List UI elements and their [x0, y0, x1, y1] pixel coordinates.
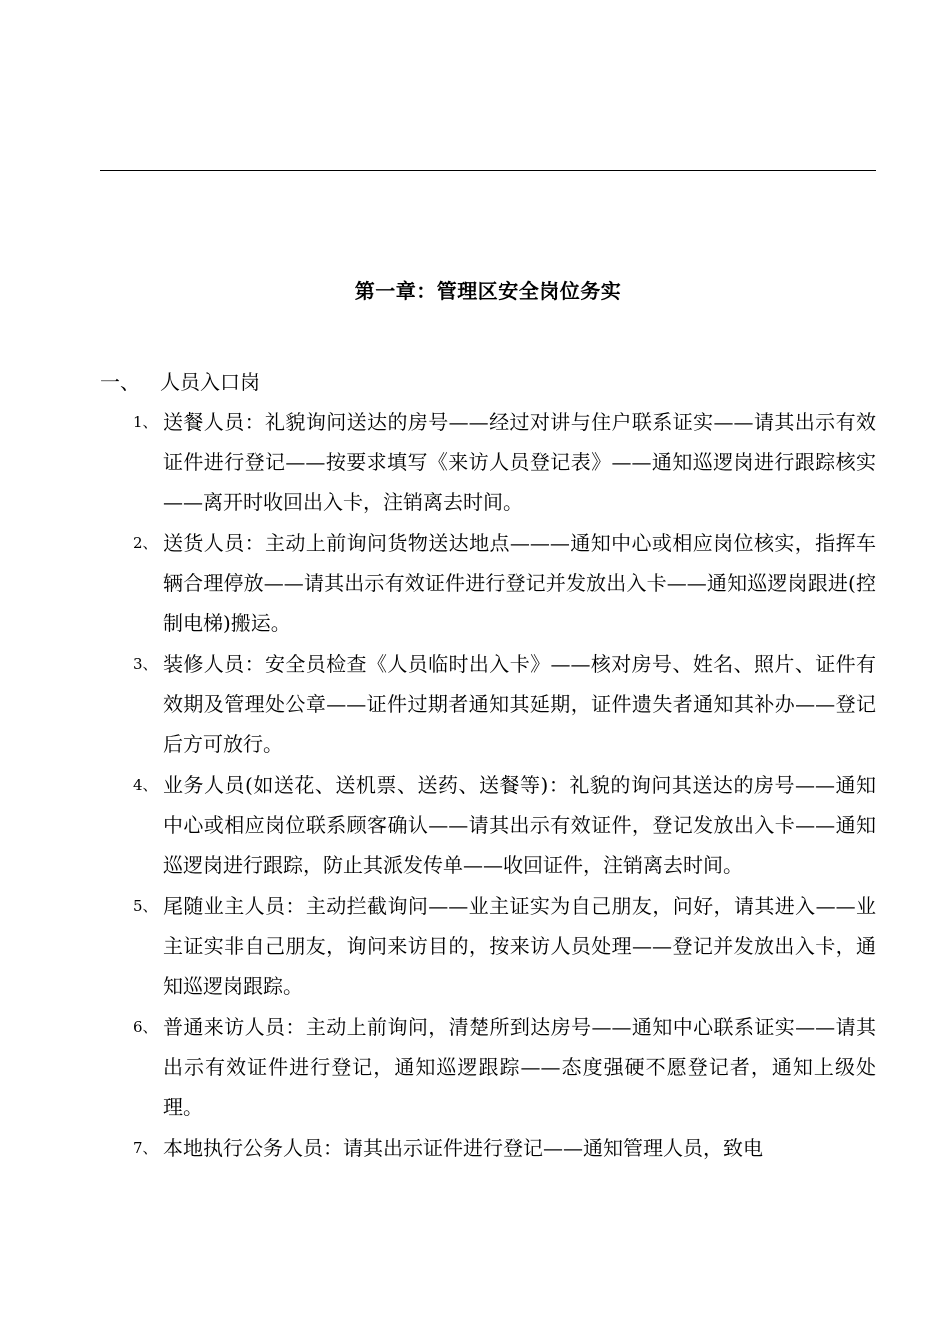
item-text: 本地执行公务人员：请其出示证件进行登记——通知管理人员，致电 — [163, 1136, 763, 1160]
item-text: 普通来访人员：主动上前询问，清楚所到达房号——通知中心联系证实——请其出示有效证件进行登记，通知巡逻跟踪——态度强硬不愿登记者，通知上级处理。 — [163, 1015, 876, 1119]
procedure-list — [133, 402, 876, 1169]
list-item — [133, 765, 876, 885]
section-title: 人员入口岗 — [160, 370, 260, 394]
list-item — [133, 1128, 876, 1168]
item-text: 业务人员(如送花、送机票、送药、送餐等)：礼貌的询问其送达的房号——通知中心或相应岗位联系顾客确认——请其出示有效证件，登记发放出入卡——通知巡逻岗进行跟踪，防止其派发传单——收回证件，注销离去时间。 — [163, 773, 876, 877]
item-number: 7、 — [133, 1139, 158, 1157]
item-text: 装修人员：安全员检查《人员临时出入卡》——核对房号、姓名、照片、证件有效期及管理处公章——证件过期者通知其延期，证件遗失者通知其补办——登记后方可放行。 — [163, 652, 876, 756]
item-number: 3、 — [133, 655, 158, 673]
item-text: 送餐人员：礼貌询问送达的房号——经过对讲与住户联系证实——请其出示有效证件进行登记——按要求填写《来访人员登记表》——通知巡逻岗进行跟踪核实——离开时收回出入卡，注销离去时间。 — [163, 410, 876, 514]
item-number: 6、 — [133, 1018, 158, 1036]
list-item — [133, 886, 876, 1006]
item-text: 尾随业主人员：主动拦截询问——业主证实为自己朋友，问好，请其进入——业主证实非自己朋友，询问来访目的，按来访人员处理——登记并发放出入卡，通知巡逻岗跟踪。 — [163, 894, 876, 998]
item-number: 1、 — [133, 413, 158, 431]
item-number: 2、 — [133, 534, 158, 552]
list-item — [133, 1007, 876, 1127]
item-text: 送货人员：主动上前询问货物送达地点———通知中心或相应岗位核实，指挥车辆合理停放——请其出示有效证件进行登记并发放出入卡——通知巡逻岗跟进(控制电梯)搬运。 — [163, 531, 876, 635]
list-item — [133, 523, 876, 643]
item-number: 5、 — [133, 897, 158, 915]
list-item — [133, 644, 876, 764]
item-number: 4、 — [133, 776, 158, 794]
header-rule — [100, 170, 876, 171]
section-number: 一、 — [100, 370, 140, 394]
section-heading — [100, 367, 260, 397]
list-item — [133, 402, 876, 522]
chapter-title: 第一章：管理区安全岗位务实 — [354, 279, 622, 303]
